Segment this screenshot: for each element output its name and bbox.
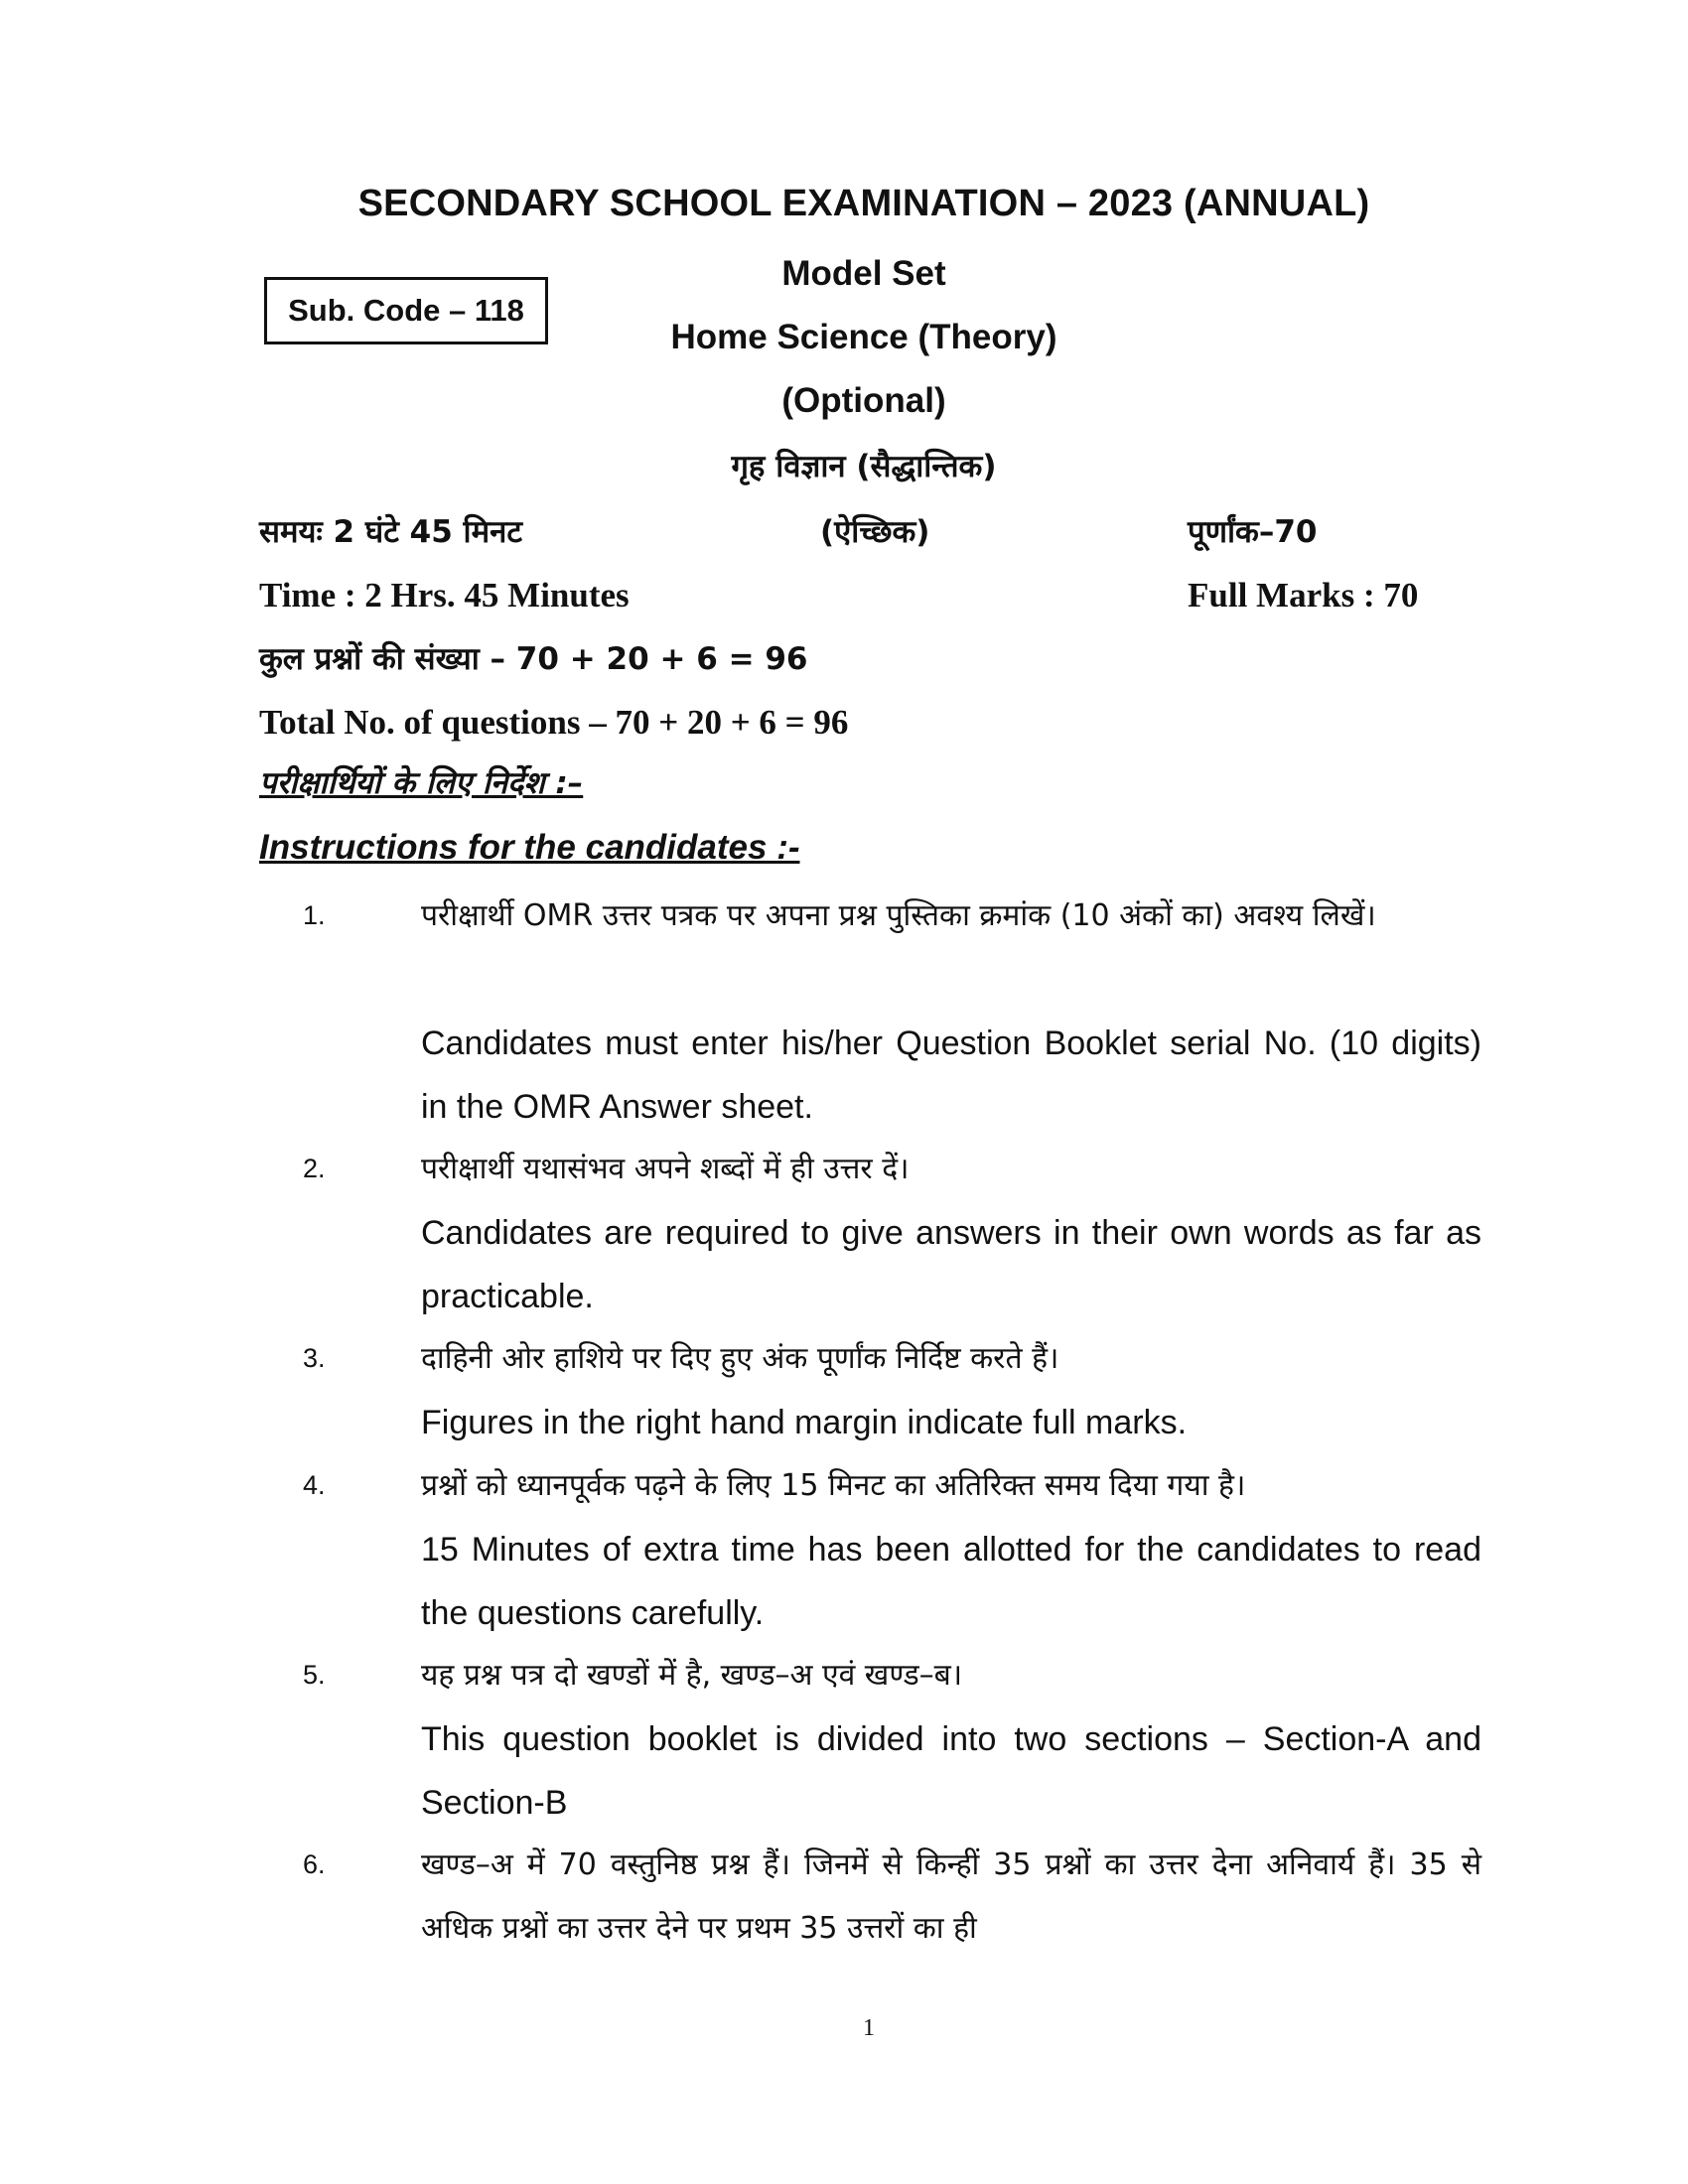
- instruction-number: 3.: [303, 1343, 326, 1373]
- instruction-number: 6.: [303, 1849, 326, 1879]
- optional-english: (Optional): [781, 381, 946, 420]
- instruction-number: 1.: [303, 900, 326, 930]
- instruction-text-english: 15 Minutes of extra time has been allotted for the candidates to read the questions carefully.: [421, 1531, 1481, 1632]
- instructions-heading-english: Instructions for the candidates :-: [259, 828, 800, 867]
- instructions-heading-hindi: परीक्षार्थियों के लिए निर्देश :–: [259, 765, 584, 801]
- page-number: 1: [863, 2015, 875, 2041]
- total-questions-hindi: कुल प्रश्नों की संख्या – 70 + 20 + 6 = 96: [259, 641, 808, 677]
- instruction-text-hindi: परीक्षार्थी यथासंभव अपने शब्दों में ही उत्तर दें।: [421, 1152, 910, 1186]
- instruction-text-english: This question booklet is divided into two sections – Section-A and Section-B: [421, 1720, 1481, 1822]
- instruction-text-hindi: यह प्रश्न पत्र दो खण्डों में है, खण्ड–अ एवं खण्ड–ब।: [421, 1658, 963, 1693]
- instruction-text-hindi: खण्ड–अ में 70 वस्तुनिष्ठ प्रश्न हैं। जिनमें से किन्हीं 35 प्रश्नों का उत्तर देना अनिवार्य हैं। 35 से अधिक प्रश्नों का उत्तर देने पर प्रथम 35 उत्तरों का ही: [421, 1847, 1481, 1946]
- instruction-text-hindi: प्रश्नों को ध्यानपूर्वक पढ़ने के लिए 15 मिनट का अतिरिक्त समय दिया गया है।: [421, 1468, 1246, 1503]
- instruction-text-hindi: दाहिनी ओर हाशिये पर दिए हुए अंक पूर्णांक निर्दिष्ट करते हैं।: [421, 1341, 1059, 1376]
- sub-code-box: Sub. Code – 118: [264, 277, 548, 344]
- instruction-number: 2.: [303, 1154, 326, 1183]
- instruction-text-english: Candidates must enter his/her Question Booklet serial No. (10 digits) in the OMR Answer sheet.: [421, 1024, 1481, 1126]
- instruction-text-english: Figures in the right hand margin indicate full marks.: [421, 1404, 1188, 1441]
- time-english: Time : 2 Hrs. 45 Minutes: [259, 576, 630, 614]
- time-hindi: समयः 2 घंटे 45 मिनट: [259, 514, 522, 550]
- full-marks-english: Full Marks : 70: [1188, 576, 1419, 614]
- subject-hindi: गृह विज्ञान (सैद्धान्तिक): [731, 449, 997, 484]
- exam-title: SECONDARY SCHOOL EXAMINATION – 2023 (ANNUAL): [357, 183, 1370, 224]
- total-questions-english: Total No. of questions – 70 + 20 + 6 = 96: [259, 703, 849, 742]
- full-marks-hindi: पूर्णांक–70: [1188, 514, 1318, 550]
- optional-hindi: (ऐच्छिक): [820, 514, 930, 550]
- instruction-text-hindi: परीक्षार्थी OMR उत्तर पत्रक पर अपना प्रश्न पुस्तिका क्रमांक (10 अंकों का) अवश्य लिखें।: [421, 898, 1376, 933]
- instruction-number: 4.: [303, 1470, 326, 1500]
- instruction-number: 5.: [303, 1660, 326, 1690]
- model-set-label: Model Set: [781, 254, 946, 293]
- instruction-text-english: Candidates are required to give answers in their own words as far as practicable.: [421, 1214, 1481, 1315]
- subject-english: Home Science (Theory): [670, 318, 1057, 356]
